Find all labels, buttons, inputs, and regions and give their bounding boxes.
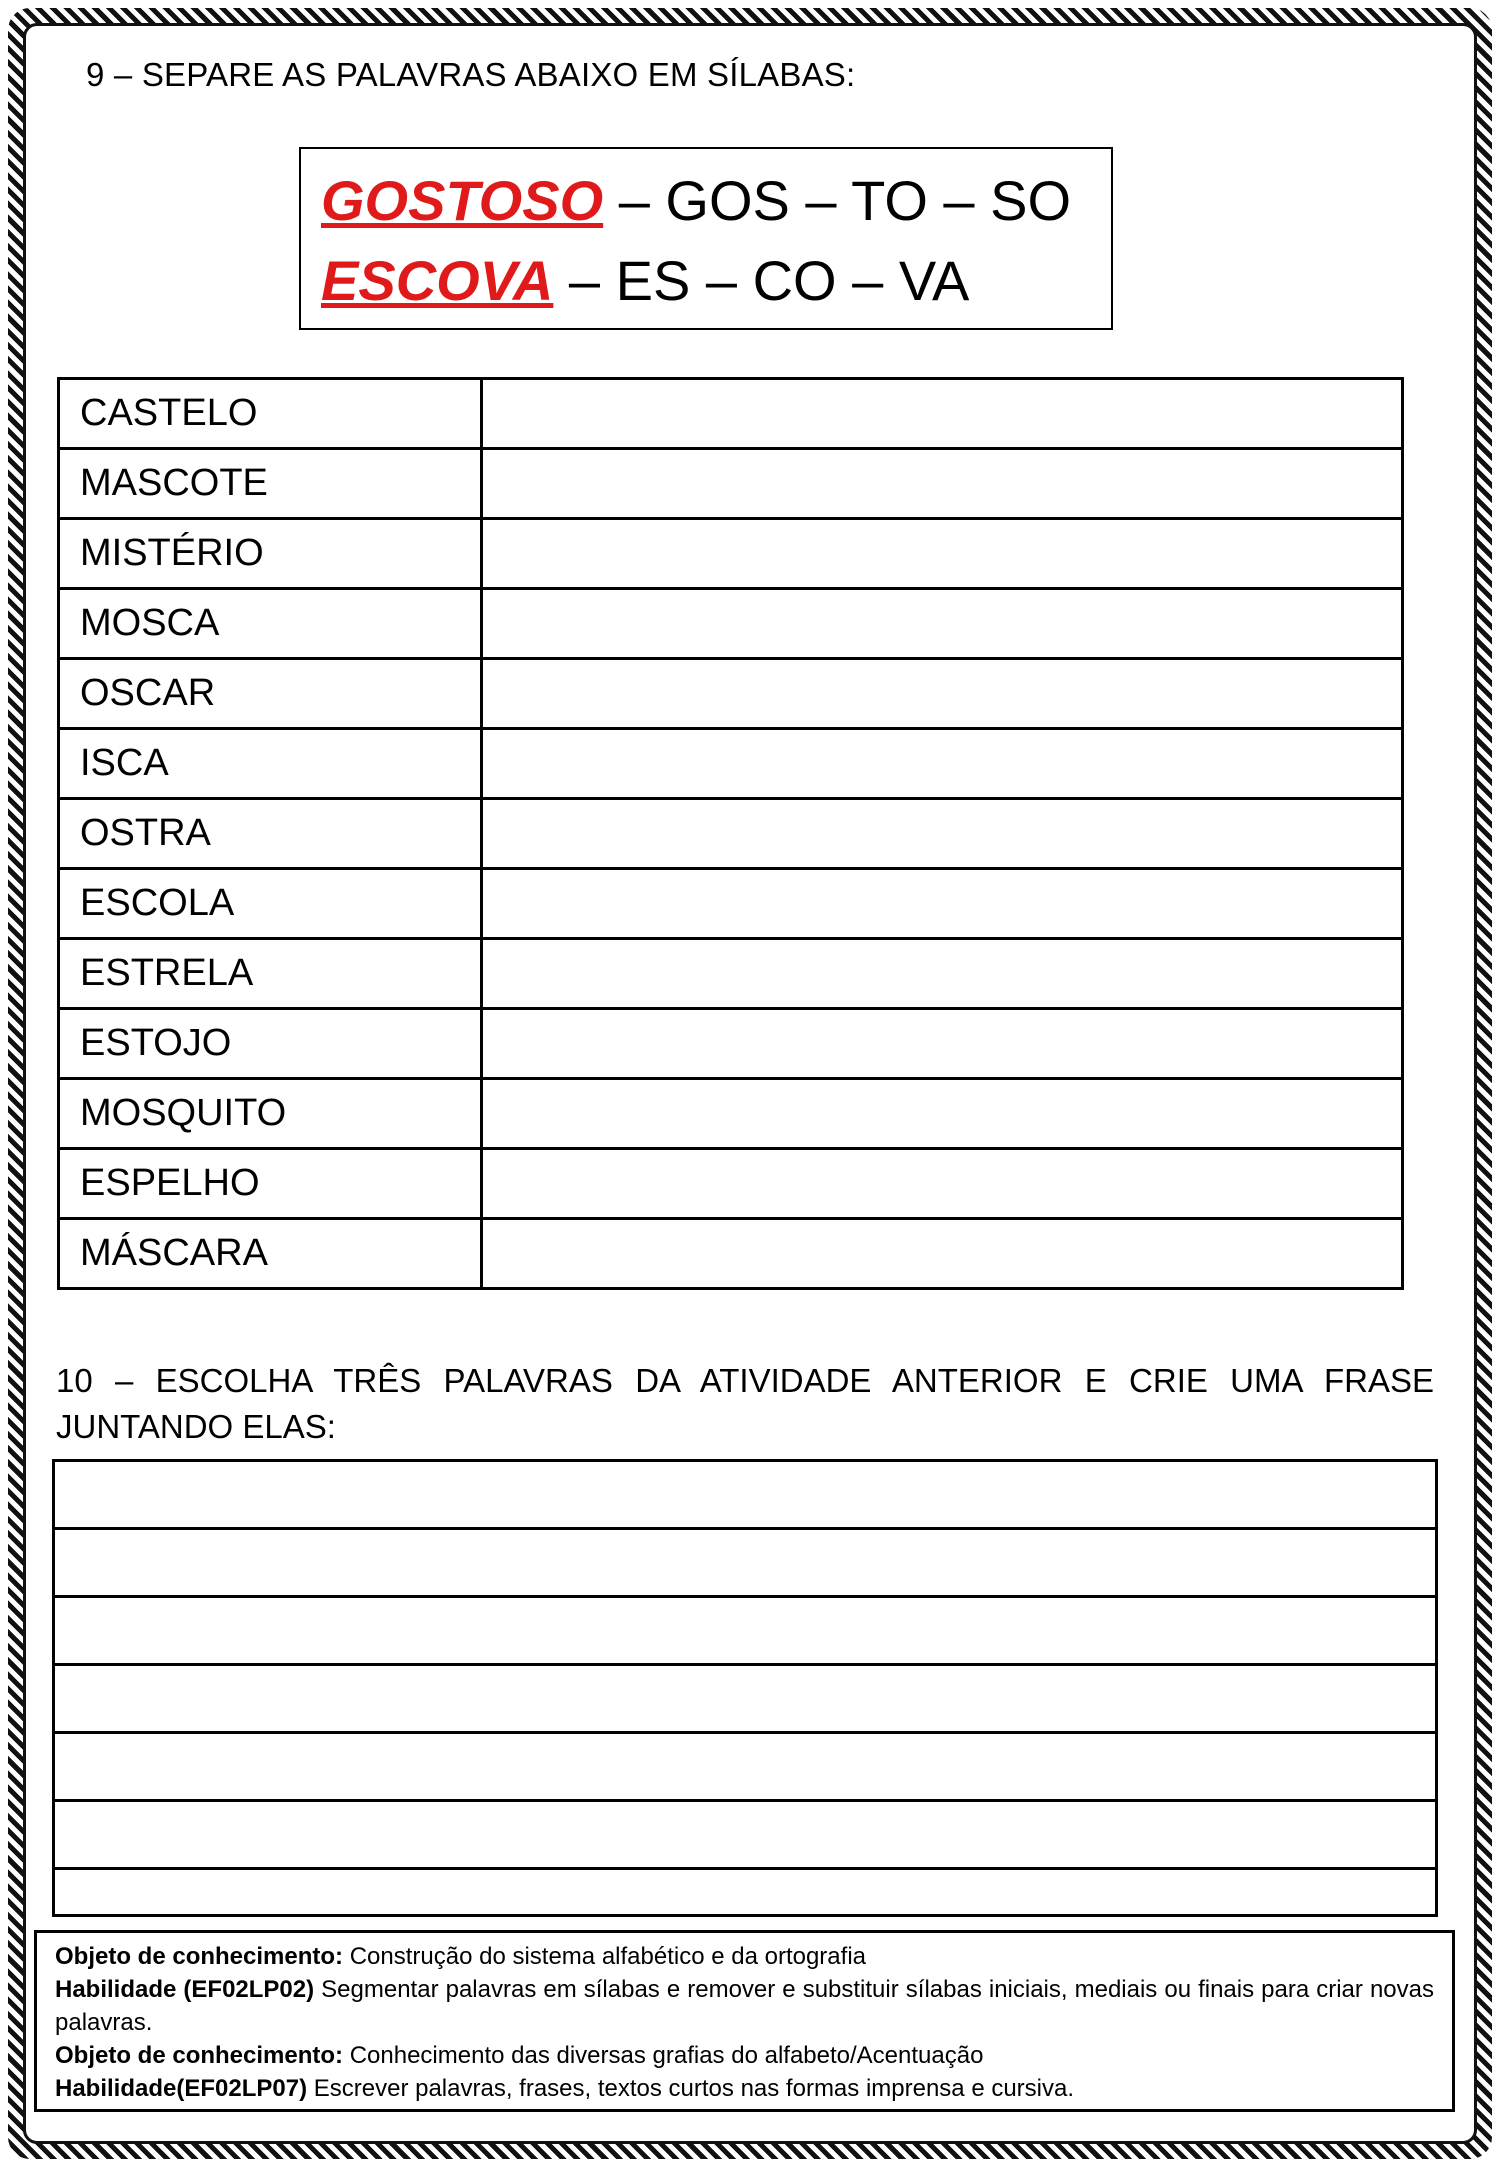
info-item bbox=[55, 1940, 1434, 1973]
table-row bbox=[59, 519, 1403, 589]
word-cell: OSCAR bbox=[59, 659, 482, 729]
syllable-answer-cell[interactable] bbox=[482, 379, 1403, 449]
syllable-answer-cell[interactable] bbox=[482, 939, 1403, 1009]
table-row bbox=[59, 589, 1403, 659]
writing-line[interactable] bbox=[55, 1598, 1435, 1666]
syllable-answer-cell[interactable] bbox=[482, 1009, 1403, 1079]
word-cell: MOSQUITO bbox=[59, 1079, 482, 1149]
table-row bbox=[59, 1079, 1403, 1149]
writing-lines-box bbox=[52, 1459, 1438, 1917]
example-syllables: – GOS – TO – SO bbox=[603, 169, 1072, 232]
writing-line[interactable] bbox=[55, 1462, 1435, 1530]
writing-line[interactable] bbox=[55, 1802, 1435, 1870]
word-cell: MASCOTE bbox=[59, 449, 482, 519]
question-9-title: 9 – SEPARE AS PALAVRAS ABAIXO EM SÍLABAS: bbox=[86, 56, 856, 93]
syllable-answer-cell[interactable] bbox=[482, 589, 1403, 659]
word-cell: CASTELO bbox=[59, 379, 482, 449]
writing-line[interactable] bbox=[55, 1734, 1435, 1802]
table-row bbox=[59, 729, 1403, 799]
info-text: Escrever palavras, frases, textos curtos nas formas imprensa e cursiva. bbox=[307, 2075, 1075, 2102]
info-text: Construção do sistema alfabético e da ortografia bbox=[343, 1943, 866, 1970]
example-line bbox=[321, 241, 1111, 321]
word-cell: OSTRA bbox=[59, 799, 482, 869]
example-word: GOSTOSO bbox=[321, 169, 604, 232]
syllable-answer-cell[interactable] bbox=[482, 729, 1403, 799]
table-row bbox=[59, 799, 1403, 869]
info-item bbox=[55, 1973, 1434, 2039]
table-row bbox=[59, 659, 1403, 729]
info-label: Objeto de conhecimento: bbox=[55, 1943, 344, 1970]
table-row bbox=[59, 1219, 1403, 1289]
syllable-answer-cell[interactable] bbox=[482, 1149, 1403, 1219]
example-line bbox=[321, 161, 1111, 241]
info-text: Segmentar palavras em sílabas e remover e substituir sílabas iniciais, mediais ou finais para criar novas palavras. bbox=[55, 1976, 1434, 2036]
table-row bbox=[59, 939, 1403, 1009]
syllable-answer-cell[interactable] bbox=[482, 519, 1403, 589]
info-text: Conhecimento das diversas grafias do alfabeto/Acentuação bbox=[343, 2042, 984, 2069]
table-row bbox=[59, 1149, 1403, 1219]
word-cell: ESCOLA bbox=[59, 869, 482, 939]
syllable-answer-cell[interactable] bbox=[482, 1219, 1403, 1289]
table-row bbox=[59, 449, 1403, 519]
table-row bbox=[59, 869, 1403, 939]
info-item bbox=[55, 2039, 1434, 2072]
word-cell: MOSCA bbox=[59, 589, 482, 659]
syllable-answer-cell[interactable] bbox=[482, 799, 1403, 869]
info-label: Habilidade (EF02LP02) bbox=[55, 1976, 315, 2003]
word-cell: ESPELHO bbox=[59, 1149, 482, 1219]
question-10-text: 10 – ESCOLHA TRÊS PALAVRAS DA ATIVIDADE ANTERIOR E CRIE UMA FRASE JUNTANDO ELAS: bbox=[56, 1362, 1434, 1445]
word-cell: ESTOJO bbox=[59, 1009, 482, 1079]
syllable-answer-cell[interactable] bbox=[482, 659, 1403, 729]
table-row bbox=[59, 1009, 1403, 1079]
syllable-answer-cell[interactable] bbox=[482, 869, 1403, 939]
example-word: ESCOVA bbox=[321, 249, 554, 312]
syllable-example-box bbox=[299, 147, 1113, 330]
word-cell: ISCA bbox=[59, 729, 482, 799]
writing-line[interactable] bbox=[55, 1666, 1435, 1734]
info-item bbox=[55, 2072, 1434, 2105]
example-syllables: – ES – CO – VA bbox=[553, 249, 970, 312]
info-label: Objeto de conhecimento: bbox=[55, 2042, 344, 2069]
syllable-answer-cell[interactable] bbox=[482, 449, 1403, 519]
info-box bbox=[34, 1930, 1455, 2112]
info-label: Habilidade(EF02LP07) bbox=[55, 2075, 308, 2102]
syllable-table bbox=[57, 377, 1404, 1290]
writing-line[interactable] bbox=[55, 1530, 1435, 1598]
syllable-answer-cell[interactable] bbox=[482, 1079, 1403, 1149]
word-cell: MÁSCARA bbox=[59, 1219, 482, 1289]
table-row bbox=[59, 379, 1403, 449]
word-cell: MISTÉRIO bbox=[59, 519, 482, 589]
writing-line[interactable] bbox=[55, 1870, 1435, 1935]
word-cell: ESTRELA bbox=[59, 939, 482, 1009]
